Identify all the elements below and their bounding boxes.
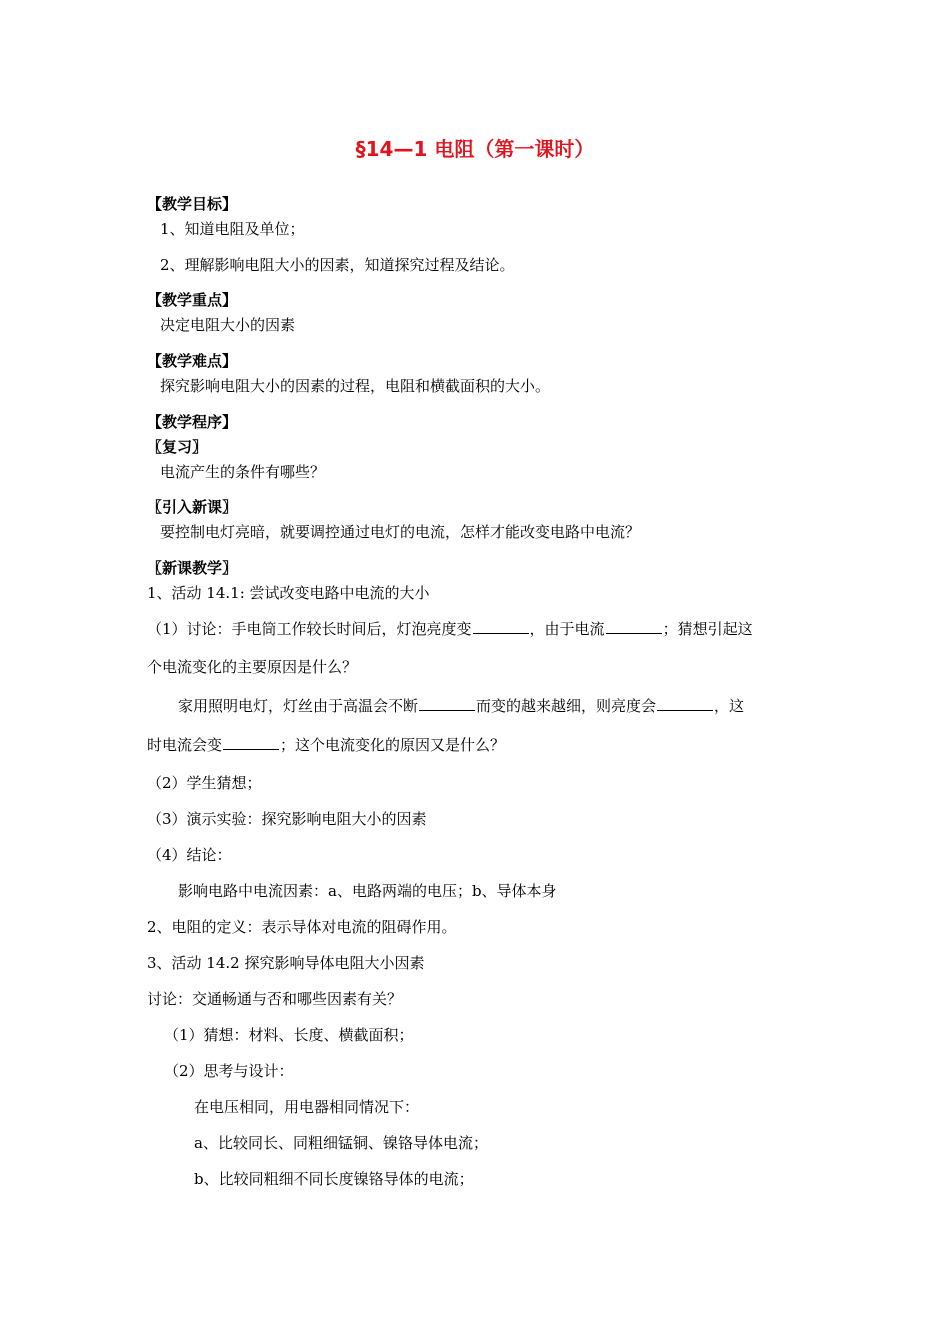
key-points-text: 决定电阻大小的因素 bbox=[160, 316, 296, 334]
lamp-line-2 bbox=[147, 735, 505, 755]
fill-blank bbox=[606, 619, 662, 634]
key-points-heading: 【教学重点】 bbox=[147, 291, 238, 309]
conclusion-heading: （4）结论： bbox=[147, 846, 232, 864]
goal-item-1: 1、知道电阻及单位； bbox=[160, 220, 305, 238]
fill-blank bbox=[223, 735, 279, 750]
design-heading: （2）思考与设计： bbox=[164, 1062, 294, 1080]
goals-heading: 【教学目标】 bbox=[147, 195, 238, 213]
resistance-definition: 2、电阻的定义：表示导体对电流的阻碍作用。 bbox=[147, 918, 457, 936]
procedure-heading: 【教学程序】 bbox=[147, 413, 238, 431]
lamp-text-b: 而变的越来越细，则亮度会 bbox=[476, 697, 657, 715]
guess-2: （1）猜想：材料、长度、横截面积； bbox=[164, 1026, 414, 1044]
lamp-line-1 bbox=[178, 696, 744, 716]
design-item-a: a、比较同长、同粗细锰铜、镍铬导体电流； bbox=[194, 1134, 488, 1152]
activity-2: 3、活动 14.2 探究影响导体电阻大小因素 bbox=[147, 954, 425, 972]
discussion-text-c: ；猜想引起这 bbox=[662, 620, 753, 638]
design-item-b: b、比较同粗细不同长度镍铬导体的电流； bbox=[194, 1170, 474, 1188]
difficulties-heading: 【教学难点】 bbox=[147, 352, 238, 370]
lamp-text-a: 家用照明电灯，灯丝由于高温会不断 bbox=[178, 697, 419, 715]
review-heading: 〖复习〗 bbox=[147, 438, 208, 456]
design-condition: 在电压相同，用电器相同情况下： bbox=[194, 1098, 420, 1116]
document-title: §14—1 电阻（第一课时） bbox=[355, 137, 595, 161]
review-text: 电流产生的条件有哪些？ bbox=[160, 463, 326, 481]
goal-item-2: 2、理解影响电阻大小的因素，知道探究过程及结论。 bbox=[160, 256, 515, 274]
intro-heading: 〖引入新课〗 bbox=[147, 498, 238, 516]
discussion-line-1 bbox=[147, 619, 753, 639]
lamp-text-d: 时电流会变 bbox=[147, 736, 223, 754]
discussion-line-2: 个电流变化的主要原因是什么？ bbox=[147, 658, 358, 676]
conclusion-text: 影响电路中电流因素：a、电路两端的电压；b、导体本身 bbox=[178, 882, 557, 900]
fill-blank bbox=[419, 696, 475, 711]
new-lesson-heading: 〖新课教学〗 bbox=[147, 559, 238, 577]
demo-experiment: （3）演示实验：探究影响电阻大小的因素 bbox=[147, 810, 427, 828]
intro-text: 要控制电灯亮暗，就要调控通过电灯的电流，怎样才能改变电路中电流？ bbox=[160, 523, 641, 541]
fill-blank bbox=[473, 619, 529, 634]
discussion-text-b: ，由于电流 bbox=[529, 620, 605, 638]
activity-1: 1、活动 14.1: 尝试改变电路中电流的大小 bbox=[147, 584, 430, 602]
student-guess: （2）学生猜想； bbox=[147, 774, 262, 792]
lamp-text-c: ，这 bbox=[714, 697, 745, 715]
difficulties-text: 探究影响电阻大小的因素的过程，电阻和横截面积的大小。 bbox=[160, 377, 551, 395]
discussion-2: 讨论：交通畅通与否和哪些因素有关？ bbox=[147, 990, 403, 1008]
discussion-text-a: （1）讨论：手电筒工作较长时间后，灯泡亮度变 bbox=[147, 620, 472, 638]
fill-blank bbox=[657, 696, 713, 711]
lamp-text-e: ；这个电流变化的原因又是什么？ bbox=[280, 736, 506, 754]
